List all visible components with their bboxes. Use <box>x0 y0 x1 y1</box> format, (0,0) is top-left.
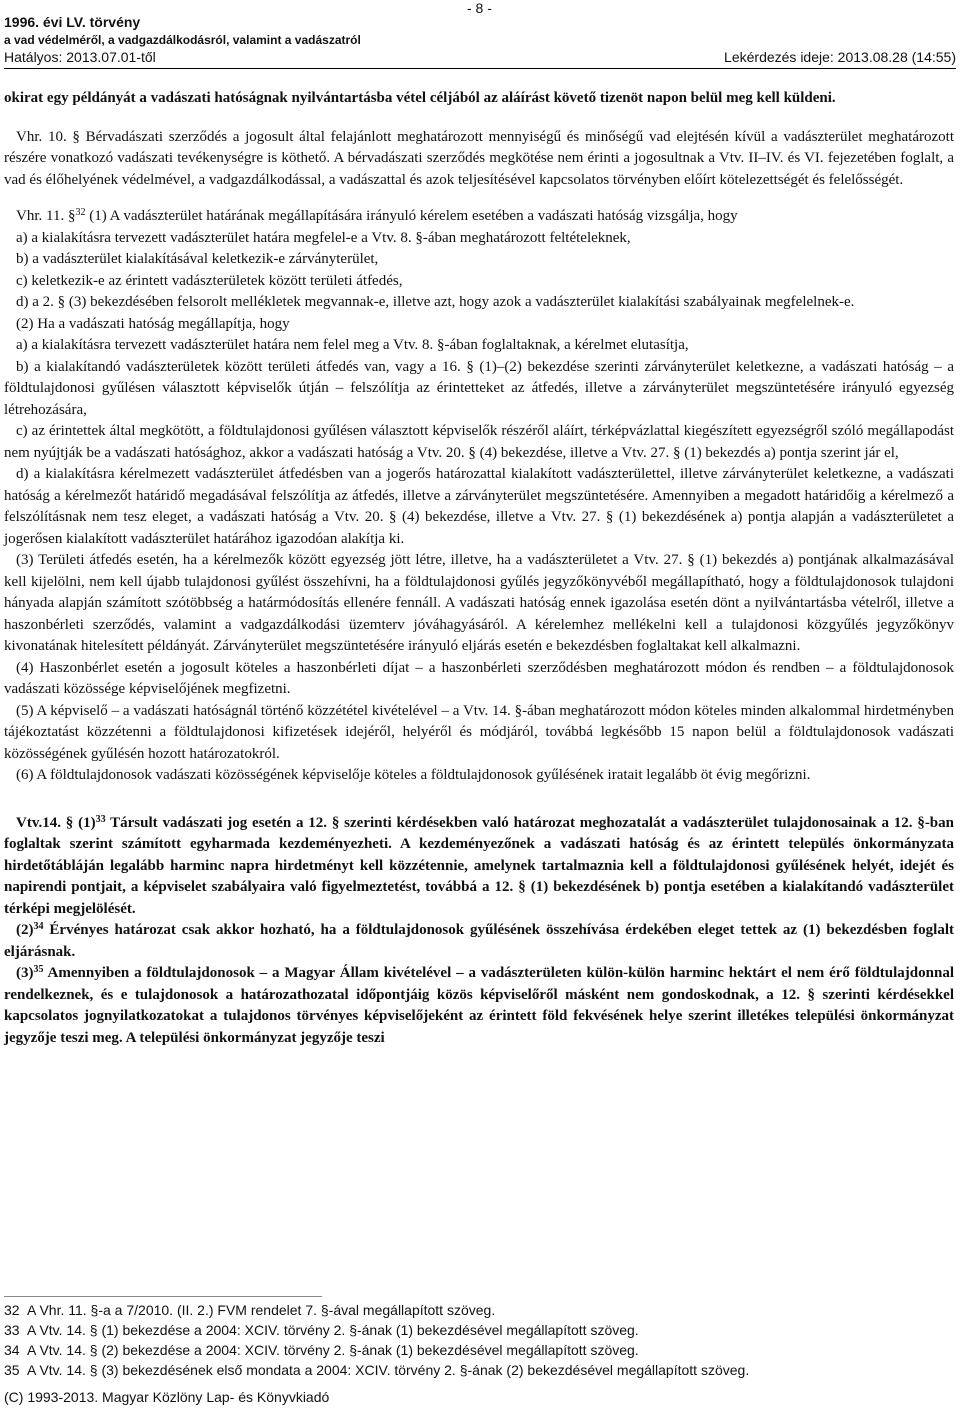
footnote-number: 33 <box>4 1322 20 1338</box>
paragraph: (6) A földtulajdonosok vadászati közösségének képviselője köteles a földtulajdonosok gyűlésének iratait legalább öt évig megőrizni. <box>16 767 811 783</box>
footnote-divider <box>4 1296 322 1297</box>
subsection-ref: (2) <box>16 922 34 938</box>
footnote <box>4 1340 954 1360</box>
paragraph: (2) Ha a vadászati hatóság megállapítja, hogy <box>16 315 290 332</box>
paragraph: Vhr. 10. § Bérvadászati szerződés a jogosult által felajánlott meghatározott mennyiségű és minőségű vad elejtésén kívül a vadászterület meghatározott részére vonatkozó vadászati tevékenységre is köthető. A bérvadászati szerződés megkötése nem érinti a jogosultnak a Vtv. II–IV. és VI. fejezetében foglalt, a vad és élőhelyének védelmével, a vadgazdálkodással, a vadászattal és azok teljesítésével kapcsolatos törvényben előírt kötelezettségét és felelősségét. <box>4 128 954 188</box>
footnote-ref[interactable]: 33 <box>95 813 106 825</box>
page-number: - 8 - <box>467 0 492 16</box>
section-ref: Vhr. 11. § <box>16 208 76 224</box>
spacer <box>4 110 954 127</box>
page-header <box>4 0 956 70</box>
paragraph: (4) Haszonbérlet esetén a jogosult köteles a haszonbérleti díjat – a haszonbérleti szerződésben meghatározott módon és rendben – a földtulajdonosok vadászati közössége képviselőjének megfizetni. <box>4 659 954 697</box>
paragraph <box>4 813 954 921</box>
paragraph <box>4 963 954 1049</box>
bold-section <box>4 813 954 1050</box>
query-time: Lekérdezés ideje: 2013.08.28 (14:55) <box>724 49 956 65</box>
paragraph: b) a kialakítandó vadászterületek között területi átfedés van, vagy a 16. § (1)–(2) bekezdése szerinti zárványterület keletkezne, a vadászati hatóság – a földtulajdonosi gyűlésen választott képviselők útján – felszólítja az érintetteket az átfedés, illetve a zárványterület megszüntetésére irányuló egyezség létrehozására, <box>4 358 954 418</box>
header-divider <box>4 68 956 69</box>
document-body <box>4 88 954 1049</box>
law-subtitle: a vad védelméről, a vadgazdálkodásról, valamint a vadászatról <box>4 33 361 47</box>
footnote-number: 32 <box>4 1302 20 1318</box>
footnote-ref[interactable]: 35 <box>33 964 44 975</box>
paragraph: c) az érintettek által megkötött, a földtulajdonosi gyűlésen választott képviselők részéről aláírt, térképvázlattal kiegészített egyezségről szóló megállapodást nem nyújtják be a vadászati hatósághoz, akkor a vadászati hatóság a Vtv. 20. § (4) bekezdése, illetve a Vtv. 27. § (1) bekezdés a) pontja szerint jár el, <box>4 423 954 461</box>
footnote-text: A Vtv. 14. § (1) bekezdése a 2004: XCIV. törvény 2. §-ának (1) bekezdésével megállapított szöveg. <box>27 1322 639 1338</box>
spacer <box>4 191 954 206</box>
validity-date: Hatályos: 2013.07.01-től <box>4 49 156 65</box>
paragraph <box>4 206 954 228</box>
footnote-number: 35 <box>4 1362 20 1378</box>
paragraph: c) keletkezik-e az érintett vadászterületek között területi átfedés, <box>16 272 403 289</box>
paragraph-text: Társult vadászati jog esetén a 12. § szerinti kérdésekben való határozat meghozatalát a vadászterület tulajdonosainak a 12. §-ban foglaltak szerint számított egyharmada kezdeményezheti. A kezdeményezőnek a vadászati hatóság és az érintett település önkormányzata hirdetőtábláján legalább harminc napra hirdetményt kell közzétennie, amelynek tartalmaznia kell a földtulajdonosi gyűlésének helyét, idejét és napirendi pontjait, a képviselet szabályaira való figyelmeztetést, továbbá a 12. § (1) bekezdésének b) pontja esetében a kialakítandó vadászterület térképi megjelölését. <box>4 814 954 917</box>
paragraph: d) a 2. § (3) bekezdésében felsorolt mellékletek megvannak-e, illetve azt, hogy azok a vadászterület kialakítási szabályainak megfelelnek-e. <box>16 294 855 310</box>
section-ref: Vtv.14. § (1) <box>16 814 96 831</box>
footnotes <box>4 1300 954 1380</box>
paragraph-text: Érvényes határozat csak akkor hozható, ha a földtulajdonosok gyűlésének összehívása érdekében eleget tettek az (1) bekezdésben foglalt eljárásnak. <box>4 922 954 960</box>
footnote <box>4 1360 954 1380</box>
paragraph-text: (1) A vadászterület határának megállapítására irányuló kérelem esetében a vadászati hatóság vizsgálja, hogy <box>85 208 738 224</box>
footnote-text: A Vtv. 14. § (3) bekezdésének első mondata a 2004: XCIV. törvény 2. §-ának (2) bekezdésével megállapított szöveg. <box>27 1362 750 1378</box>
paragraph <box>4 920 954 963</box>
paragraph: a) a kialakításra tervezett vadászterület határa nem felel meg a Vtv. 8. §-ában foglaltaknak, a kérelmet elutasítja, <box>16 337 689 353</box>
footnote-ref[interactable]: 34 <box>33 921 44 932</box>
paragraph: d) a kialakításra kérelmezett vadászterület átfedésben van a jogerős határozattal kialakított vadászterülettel, illetve zárványterület keletkezne, a vadászati hatóság a kérelmezőt határidő megadásával felszólítja az átfedés, illetve a zárványterület megszüntetésére. Amennyiben a megadott határidőig a kérelmező a felszólításnak nem tesz eleget, a vadászati hatóság a Vtv. 20. § (4) bekezdése, illetve a Vtv. 27. § (1) bekezdésének a) pontja alapján a vadászterületet a jogerősen kialakított vadászterület határához igazodóan alakítja ki. <box>4 466 954 547</box>
footnote <box>4 1320 954 1340</box>
paragraph: a) a kialakításra tervezett vadászterület határa megfelel-e a Vtv. 8. §-ában meghatározott feltételeknek, <box>16 229 631 246</box>
footnote-ref[interactable]: 32 <box>75 207 86 218</box>
spacer <box>4 787 954 813</box>
paragraph: (3) Területi átfedés esetén, ha a kérelmezők között egyezség jött létre, illetve, ha a vadászterületet a Vtv. 27. § (1) bekezdés a) pontjának alkalmazásával kell kijelölni, nem kell újabb tulajdonosi gyűlést összehívni, ha a földtulajdonosi gyűlés jegyzőkönyvéből megállapítható, hogy a földtulajdonosok tulajdoni hányada alapján számított szótöbbség a határmódosítás ellenére fennáll. A vadászati hatóság ennek igazolása esetén dönt a nyilvántartásba vételről, illetve a haszonbérleti szerződés, valamint a vadgazdálkodási üzemterv jóváhagyásáról. A kérelemhez mellékelni kell a tulajdonosi közgyűlés jegyzőkönyv kivonatának hitelesített példányát. Zárványterület megszüntetésére irányuló eljárás esetén e bekezdésben foglaltakat kell alkalmazni. <box>4 552 954 654</box>
footnote-text: A Vhr. 11. §-a a 7/2010. (II. 2.) FVM rendelet 7. §-ával megállapított szöveg. <box>27 1302 496 1318</box>
footnote-text: A Vtv. 14. § (2) bekezdése a 2004: XCIV. törvény 2. §-ának (1) bekezdésével megállapított szöveg. <box>27 1342 639 1358</box>
footnote <box>4 1300 954 1320</box>
paragraph: okirat egy példányát a vadászati hatóságnak nyilvántartásba vétel céljából az aláírást követő tizenöt napon belül meg kell küldeni. <box>4 90 836 106</box>
law-title: 1996. évi LV. törvény <box>4 14 141 30</box>
paragraph-text: Amennyiben a földtulajdonosok – a Magyar Állam kivételével – a vadászterületen külön-külön harminc hektárt el nem érő földtulajdonnal rendelkeznek, és e tulajdonosok a határozathozatal időpontjáig közös képviselőről másként nem gondoskodnak, a 12. § szerinti kérdésekkel kapcsolatos jognyilatkozatokat a tulajdonos törvényes képviselőjeként az érintett föld fekvésének helye szerint illetékes települési önkormányzat jegyzője teszi meg. A települési önkormányzat jegyzője teszi <box>4 965 954 1046</box>
copyright: (C) 1993-2013. Magyar Közlöny Lap- és Könyvkiadó <box>4 1389 330 1405</box>
subsection-ref: (3) <box>16 965 34 981</box>
paragraph: b) a vadászterület kialakításával keletkezik-e zárványterület, <box>16 251 379 267</box>
paragraph: (5) A képviselő – a vadászati hatóságnál történő közzététel kivételével – a Vtv. 14. §-ában meghatározott módon köteles minden alkalommal hirdetményben tájékoztatást közzétenni a földtulajdonosi kifizetések idejéről, helyéről és módjáról, továbbá legkésőbb 15 napon belül a földtulajdonosok vadászati közösségének gyűlésén hozott határozatokról. <box>4 702 954 762</box>
footnote-number: 34 <box>4 1342 20 1358</box>
